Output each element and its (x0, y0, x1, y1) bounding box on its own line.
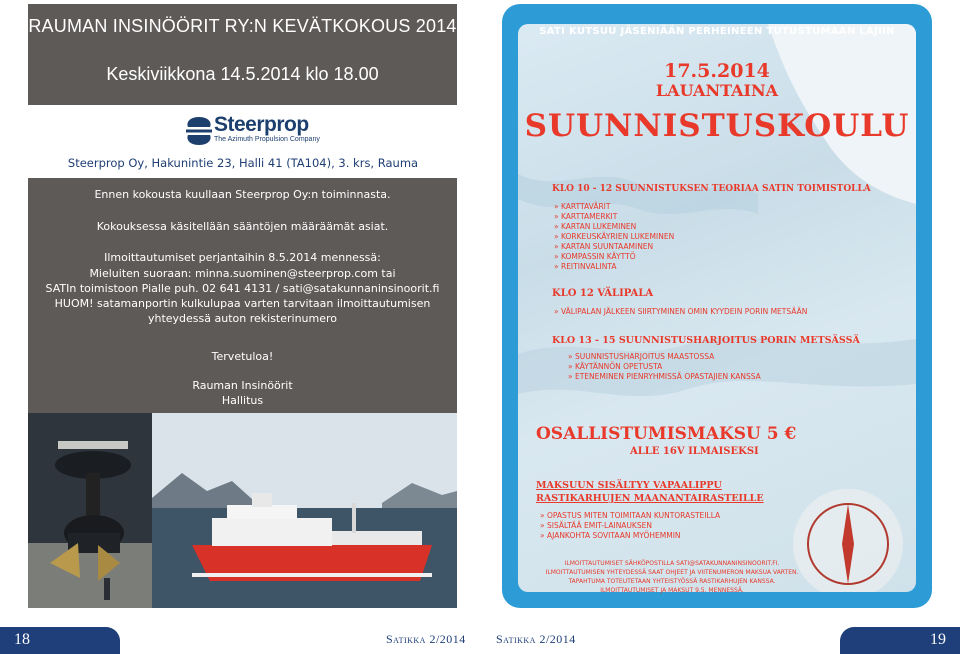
includes-item: » AJANKOHTA SOVITAAN MYÖHEMMIN (540, 531, 681, 540)
info-line: HUOM! satamanportin kulkulupaa varten tarvitaan ilmoittautumisen (54, 297, 431, 310)
section-item: » KÄYTÄNNÖN OPETUSTA (568, 362, 663, 371)
meeting-title: RAUMAN INSINÖÖRIT RY:N KEVÄTKOKOUS 2014 (28, 16, 457, 36)
page-footer (0, 627, 960, 654)
steerprop-logo-tagline: The Azimuth Propulsion Company (214, 136, 320, 143)
magazine-name-left: Satikka 2/2014 (386, 632, 466, 646)
section-item: » KORKEUSKÄYRIEN LUKEMINEN (554, 232, 675, 241)
propulsion-unit-photo (28, 413, 152, 608)
meeting-date: Keskiviikkona 14.5.2014 klo 18.00 (106, 64, 379, 84)
poster-footer-line: ILMOITTAUTUMISET SÄHKÖPOSTILLA SATI@SATAKUNNANINSINOORIT.FI. (564, 560, 780, 567)
section-heading: KLO 10 - 12 SUUNNISTUKSEN TEORIAA SATIN TOIMISTOLLA (552, 184, 871, 194)
orienteering-poster (502, 4, 932, 608)
includes-item: » OPASTUS MITEN TOIMITAAN KUNTORASTEILLA (540, 511, 721, 520)
info-line: Mieluiten suoraan: minna.suominen@steerprop.com tai (89, 267, 396, 280)
info-line: Ennen kokousta kuullaan Steerprop Oy:n toiminnasta. (94, 188, 391, 201)
closing-org: Rauman Insinöörit (192, 379, 293, 392)
fee-heading: OSALLISTUMISMAKSU 5 € (536, 424, 797, 444)
fee-note: ALLE 16V ILMAISEKSI (630, 446, 759, 457)
info-line: yhteydessä auton rekisterinumero (147, 312, 338, 325)
section-item: » KARTTAVÄRIT (554, 202, 611, 211)
includes-heading-2: RASTIKARHUJEN MAANANTAIRASTEILLE (536, 493, 764, 504)
meeting-info-box (28, 178, 457, 413)
poster-footer-line: ILMOITTAUTUMISEN YHTEYDESSÄ SAAT OHJEET JA VIITENUMERON MAKSUA VARTEN. (545, 569, 799, 576)
section-item: » KARTTAMERKIT (554, 212, 618, 221)
poster-weekday: LAUANTAINA (655, 81, 779, 100)
offshore-vessel-photo (152, 413, 457, 608)
meeting-address: Steerprop Oy, Hakunintie 23, Halli 41 (TA104), 3. krs, Rauma (67, 156, 419, 170)
includes-item: » SISÄLTÄÄ EMIT-LAINAUKSEN (540, 521, 652, 530)
poster-invite-line: SATI KUTSUU JÄSENIÄÄN PERHEINEEN TUTUSTUMAAN LAJIIN (539, 26, 895, 37)
info-line: Ilmoittautumiset perjantaihin 8.5.2014 mennessä: (104, 251, 381, 264)
section-item: » KARTAN LUKEMINEN (554, 222, 637, 231)
section-item: » REITINVALINTA (554, 262, 617, 271)
page-number-left (0, 627, 120, 654)
info-line: SATIn toimistoon Pialle puh. 02 641 4131 / sati@satakunnaninsinoorit.fi (45, 282, 440, 295)
section-item: » KARTAN SUUNTAAMINEN (554, 242, 654, 251)
magazine-name-right: Satikka 2/2014 (496, 632, 576, 646)
steerprop-logo-text: Steerprop (214, 113, 309, 136)
info-line: Kokouksessa käsitellään sääntöjen määräämät asiat. (96, 220, 389, 233)
closing-board: Hallitus (221, 394, 264, 407)
closing-greeting: Tervetuloa! (211, 350, 274, 363)
poster-date: 17.5.2014 (664, 60, 770, 82)
section-item: » SUUNNISTUSHARJOITUS MAASTOSSA (568, 352, 715, 361)
section-item: » KOMPASSIN KÄYTTÖ (554, 252, 636, 261)
poster-title: SUUNNISTUSKOULU (524, 108, 910, 144)
section-item: » VÄLIPALAN JÄLKEEN SIIRTYMINEN OMIN KYYDEIN PORIN METSÄÄN (554, 307, 808, 316)
includes-heading-1: MAKSUUN SISÄLTYY VAPAALIPPU (536, 480, 722, 491)
section-item: » ETENEMINEN PIENRYHMISSÄ OPASTAJIEN KANSSA (568, 372, 761, 381)
page-number-right-text: 19 (930, 631, 946, 648)
steerprop-logo-icon (184, 114, 214, 148)
page-number-left-text: 18 (14, 631, 30, 648)
meeting-header-box (28, 4, 457, 105)
poster-footer-line: ILMOITTAUTUMISET JA MAKSUT 9.5. MENNESSÄ. (600, 587, 744, 594)
page-number-right (840, 627, 960, 654)
section-heading: KLO 12 VÄLIPALA (552, 288, 654, 299)
section-heading: KLO 13 - 15 SUUNNISTUSHARJOITUS PORIN METSÄSSÄ (552, 335, 860, 346)
poster-footer-line: TAPAHTUMA TOTEUTETAAN YHTEISTYÖSSÄ RASTIKARHUJEN KANSSA. (568, 578, 776, 585)
